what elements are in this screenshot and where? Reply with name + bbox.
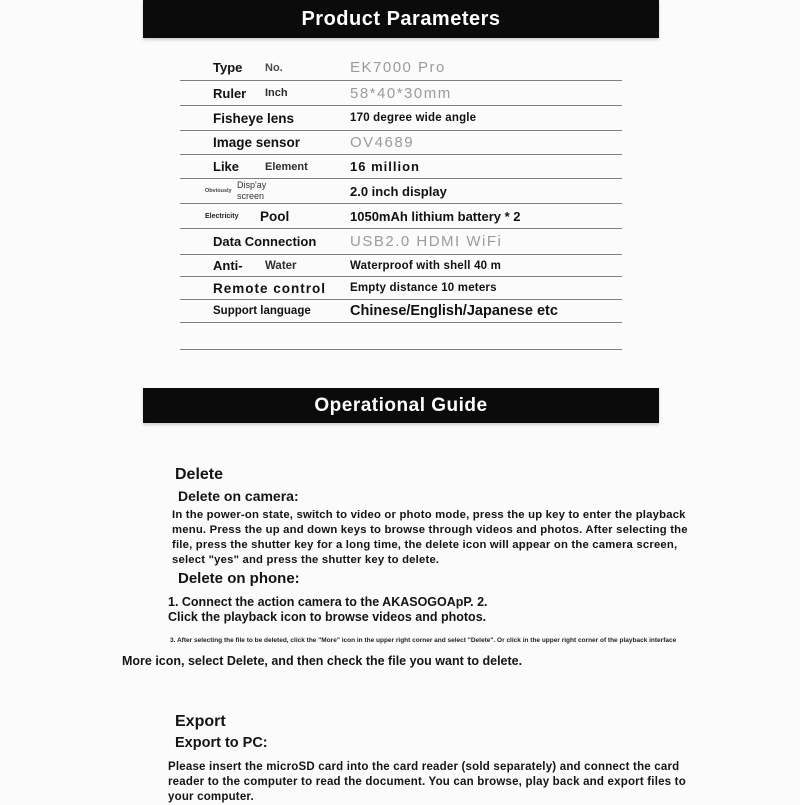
spec-row-connection	[180, 229, 622, 255]
spec-value: 16 million	[350, 159, 420, 174]
spec-label: Remote control	[213, 280, 327, 296]
spec-table	[180, 55, 622, 350]
spec-label: Ruler	[213, 85, 247, 101]
spec-sublabel: Inch	[265, 87, 288, 99]
spec-value: 170 degree wide angle	[350, 112, 477, 124]
spec-value: 58*40*30mm	[350, 84, 452, 102]
spec-label: Like	[213, 159, 240, 174]
spec-row-empty	[180, 323, 622, 350]
spec-value: Waterproof with shell 40 m	[350, 259, 502, 272]
spec-label-cell	[180, 281, 350, 296]
spec-value: Chinese/English/Japanese etc	[350, 303, 558, 319]
delete-heading: Delete	[175, 466, 224, 483]
spec-value: USB2.0 HDMI WiFi	[350, 233, 503, 250]
spec-label: Electricity	[205, 212, 239, 220]
spec-value: 1050mAh lithium battery * 2	[350, 208, 521, 224]
spec-label-cell	[180, 111, 350, 126]
spec-sublabel: Element	[265, 160, 308, 173]
spec-row-battery	[180, 204, 622, 229]
delete-on-camera-heading: Delete on camera:	[178, 488, 299, 504]
product-parameters-banner	[143, 0, 659, 38]
delete-on-phone-heading: Delete on phone:	[178, 570, 300, 587]
spec-sublabel: Pool	[260, 208, 290, 224]
product-parameters-title: Product Parameters	[301, 7, 501, 30]
spec-value: 2.0 inch display	[350, 183, 447, 199]
spec-label-cell	[180, 209, 350, 224]
spec-label-cell	[180, 86, 350, 101]
spec-label: Type	[213, 60, 243, 75]
spec-value: Empty distance 10 meters	[350, 282, 497, 294]
spec-row-display	[180, 179, 622, 204]
spec-label: Image sensor	[213, 135, 301, 150]
spec-label-cell	[180, 180, 350, 202]
delete-on-phone-step3: 3. After selecting the file to be deleted, click the "More" icon in the upper right corner and select "Delete". Or click in the upper right corner of the playback interface	[170, 637, 677, 644]
spec-label-cell	[180, 258, 350, 273]
spec-label-cell	[180, 135, 350, 150]
spec-sublabel: Water	[265, 259, 297, 272]
spec-label-cell	[180, 305, 350, 317]
spec-label-cell	[180, 234, 350, 249]
delete-on-phone-continuation: More icon, select Delete, and then check the file you want to delete.	[122, 654, 523, 668]
spec-label-cell	[180, 60, 350, 75]
delete-on-phone-step1: 1. Connect the action camera to the AKASOGOApP. 2.	[168, 595, 488, 609]
operational-guide-banner	[143, 388, 659, 423]
delete-on-camera-body: In the power-on state, switch to video or photo mode, press the up key to enter the playback menu. Press the up and down keys to browse through videos and photos. After selecting the file, press the shutter key for a long time, the delete icon will appear on the camera screen, select "yes" and press the shutter key to delete.	[172, 509, 688, 566]
spec-row-lens	[180, 106, 622, 131]
spec-row-waterproof	[180, 255, 622, 277]
spec-row-sensor	[180, 131, 622, 155]
spec-row-remote	[180, 277, 622, 300]
delete-on-phone-step2: Click the playback icon to browse videos and photos.	[168, 610, 487, 624]
spec-label: Data Connection	[213, 234, 317, 249]
spec-label: Anti-	[213, 258, 243, 273]
operational-guide-title: Operational Guide	[314, 394, 488, 416]
spec-row-language	[180, 300, 622, 323]
export-to-pc-heading: Export to PC:	[175, 735, 268, 751]
spec-value: EK7000 Pro	[350, 59, 446, 76]
spec-label: Fisheye lens	[213, 110, 295, 126]
spec-label: Support language	[213, 305, 311, 317]
spec-sublabel: Disp'ay screen	[237, 180, 267, 201]
export-heading: Export	[175, 713, 226, 730]
spec-row-pixels	[180, 155, 622, 179]
spec-value: OV4689	[350, 134, 415, 151]
spec-label: Obviously	[205, 188, 232, 194]
spec-row-type	[180, 55, 622, 81]
spec-sublabel: No.	[265, 61, 283, 74]
spec-row-size	[180, 81, 622, 106]
spec-label-cell	[180, 159, 350, 174]
export-body: Please insert the microSD card into the card reader (sold separately) and connect the card reader to the computer to read the document. You can browse, play back and export files to your computer.	[168, 761, 686, 803]
